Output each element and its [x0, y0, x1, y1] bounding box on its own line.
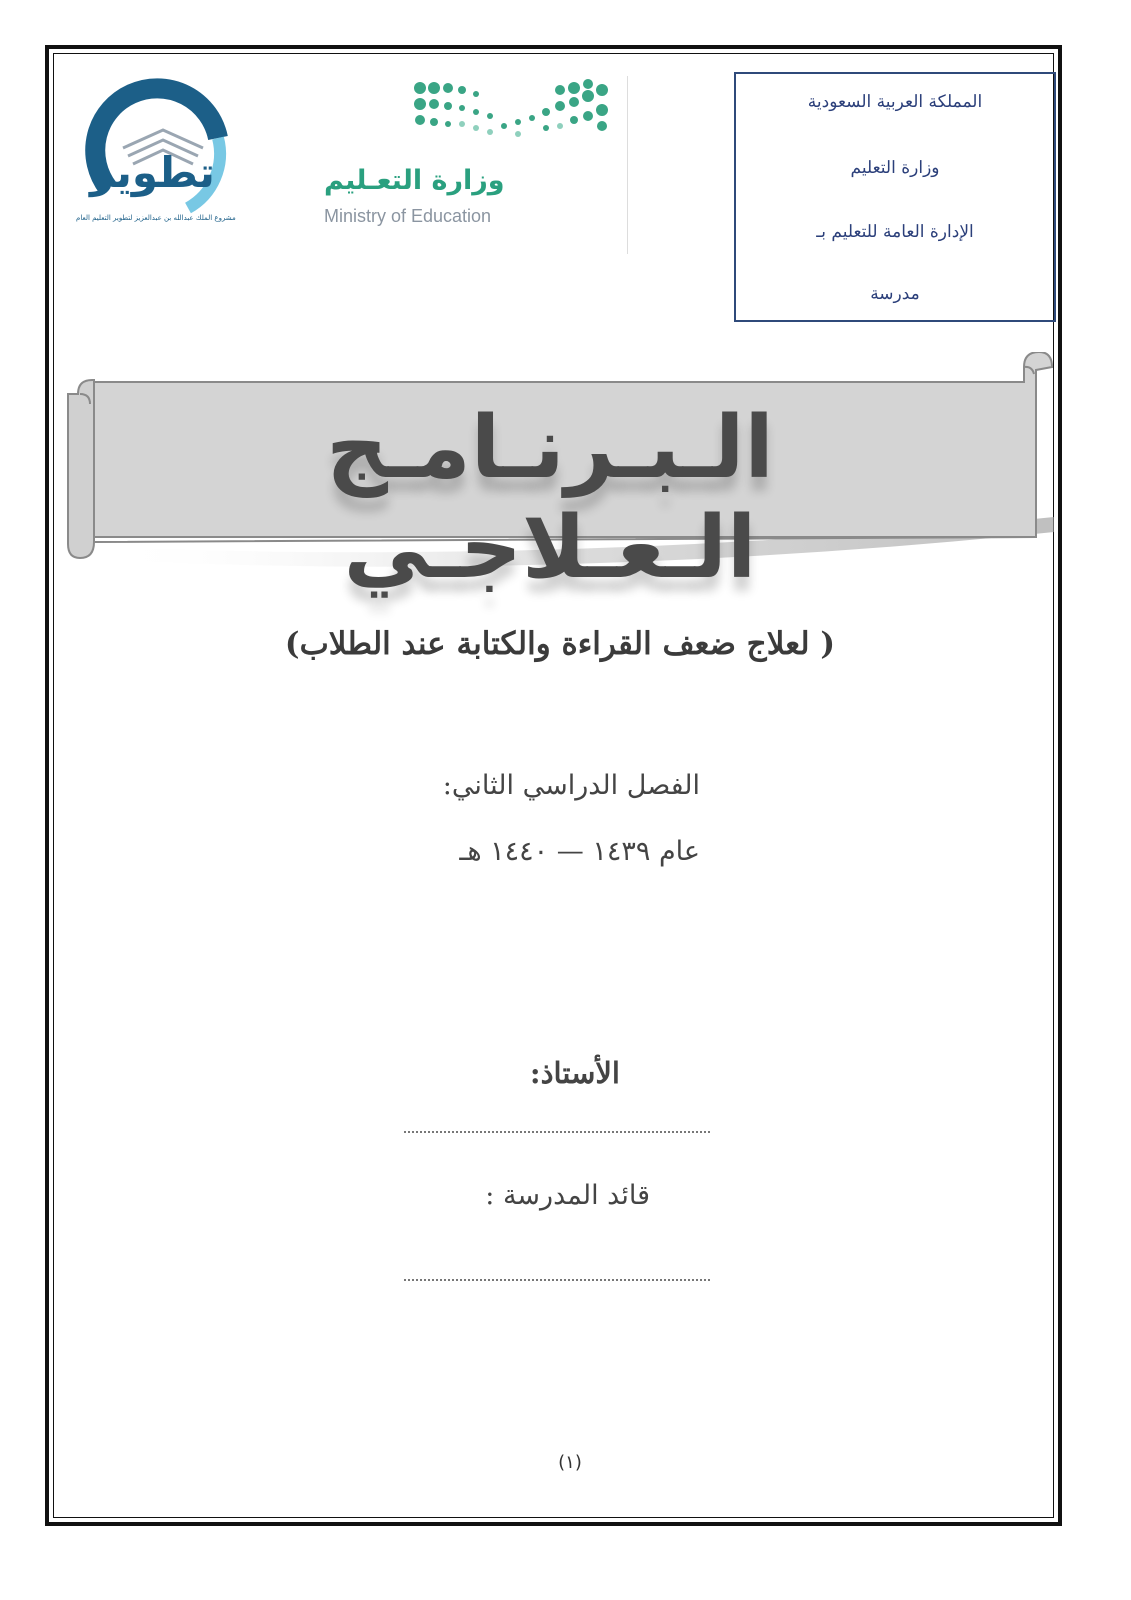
- teacher-name-line: [404, 1131, 710, 1133]
- header-directorate: الإدارة العامة للتعليم بـ: [816, 222, 974, 242]
- principal-label: قائد المدرسة :: [485, 1180, 650, 1211]
- ministry-logo-english: Ministry of Education: [324, 206, 492, 226]
- academic-year: عام ١٤٣٩ — ١٤٤٠ هـ: [459, 836, 700, 867]
- header-school: مدرسة: [870, 284, 920, 304]
- tatweer-logo-text: تطوير: [90, 148, 215, 197]
- logo-divider: [627, 76, 628, 254]
- page-title: الـبـرنـامـج الـعـلاجـي: [326, 398, 774, 598]
- header-country: المملكة العربية السعودية: [807, 92, 983, 112]
- semester-label: الفصل الدراسي الثاني:: [442, 770, 700, 801]
- page-number: (١): [558, 1452, 582, 1473]
- subtitle: ( لعلاج ضعف القراءة والكتابة عند الطلاب): [284, 626, 836, 662]
- ministry-dots-icon: [316, 76, 626, 156]
- teacher-label: الأستاذ:: [529, 1056, 620, 1090]
- tatweer-logo-subtitle: مشروع الملك عبدالله بن عبدالعزيز لتطوير التعليم العام: [76, 214, 236, 222]
- principal-name-line: [404, 1279, 710, 1281]
- header-ministry: وزارة التعليم: [850, 158, 940, 178]
- ministry-logo-arabic: وزارة التعـليم: [324, 165, 505, 196]
- header-box: [734, 72, 1056, 322]
